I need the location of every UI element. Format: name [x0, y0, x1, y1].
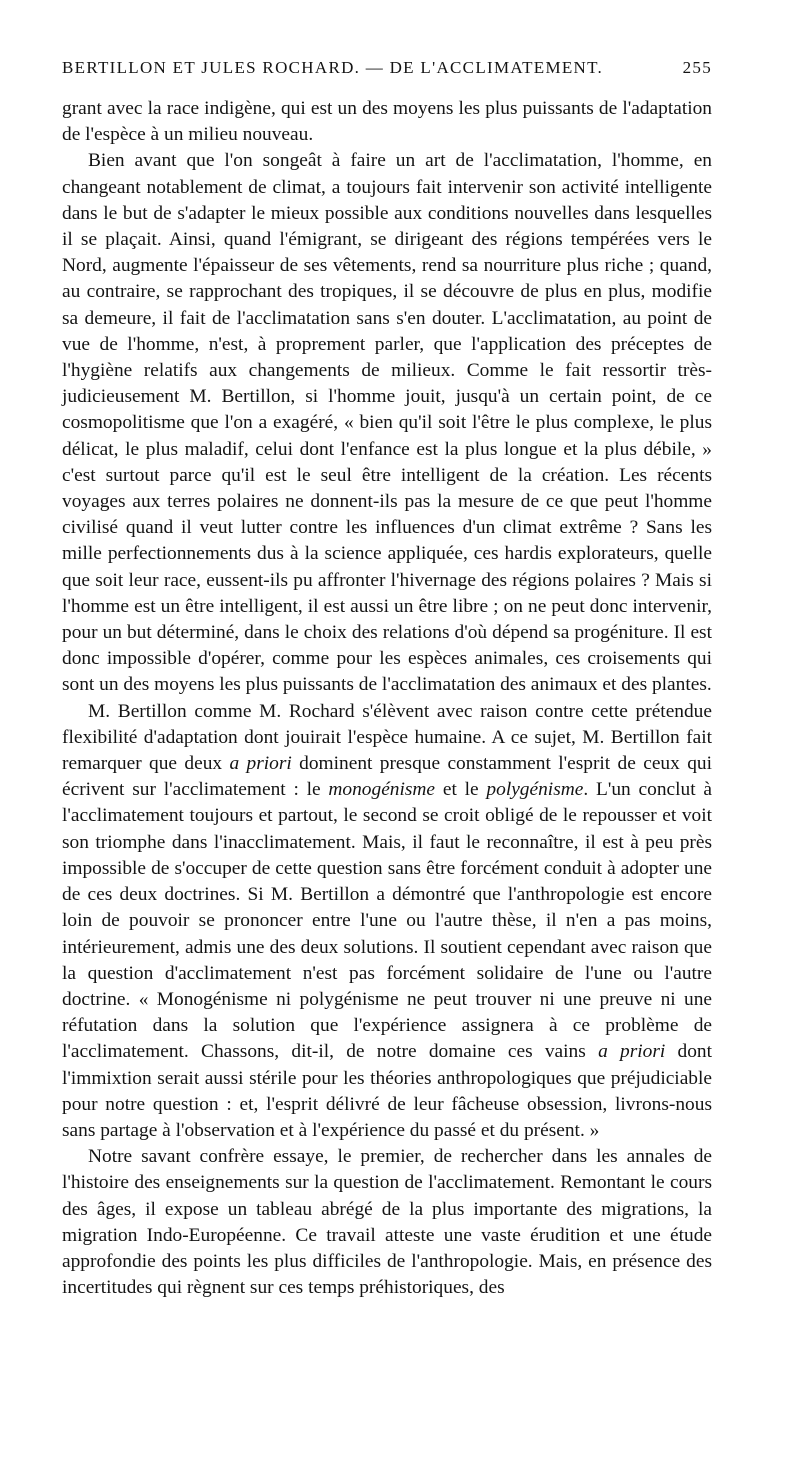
paragraph: [62, 148, 712, 698]
text-run: dont l'immixtion serait aussi stérile pour les théories anthropologiques que préjudiciable pour notre question : et, l'esprit délivré de leur fâcheuse obsession, livrons-nous sans partage à l'observation et à l'expérience du passé et du présent. »: [62, 1041, 713, 1141]
running-title: BERTILLON ET JULES ROCHARD. — DE L'ACCLIMATEMENT.: [62, 58, 604, 77]
italic-term: a priori: [229, 753, 292, 775]
text-run: M. Bertillon comme M. Rochard s'élèvent avec raison contre cette prétendue flexibilité d'adaptation dont jouirait l'espèce humaine. A ce sujet, M. Bertillon fait remarquer que deux: [62, 700, 712, 775]
body-text: [62, 96, 712, 1301]
italic-term: a priori: [598, 1041, 666, 1063]
italic-term: monogénisme: [328, 779, 436, 801]
page-number: 255: [682, 58, 712, 77]
paragraph: [62, 96, 712, 148]
text-run: Bien avant que l'on songeât à faire un art de l'acclimatation, l'homme, en changeant notablement de climat, a toujours fait intervenir son activité intelligente dans le but de s'adapter le mieux possible aux conditions nouvelles dans lesquelles il se plaçait. Ainsi, quand l'émigrant, se dirigeant des régions tempérées vers le Nord, augmente l'épaisseur de ses vêtements, rend sa nourriture plus riche ; quand, au contraire, se rapprochant des tropiques, il se découvre de plus en plus, modifie sa demeure, il fait de l'acclimatation sans s'en douter. L'acclimatation, au point de vue de l'homme, n'est, à proprement parler, que l'application des préceptes de l'hygiène relatifs aux changements de milieux. Comme le fait ressortir très-judicieusement M. Bertillon, si l'homme jouit, jusqu'à un certain point, de ce cosmopolitisme que l'on a exagéré, « bien qu'il soit l'être le plus complexe, le plus délicat, le plus maladif, celui dont l'enfance est la plus longue et la plus débile, » c'est surtout parce qu'il est le seul être intelligent de la création. Les récents voyages aux terres polaires ne donnent-ils pas la mesure de ce que peut l'homme civilisé quand il veut lutter contre les influences d'un climat extrême ? Sans les mille perfectionnements dus à la science appliquée, ces hardis explorateurs, quelle que soit leur race, eussent-ils pu affronter l'hivernage des régions polaires ? Mais si l'homme est un être intelligent, il est aussi un être libre ; on ne peut donc intervenir, pour un but déterminé, dans le choix des relations d'où dépend sa progéniture. Il est donc impossible d'opérer, comme pour les espèces animales, ces croisements qui sont un des moyens les plus puissants de l'acclimatation des animaux et des plantes.: [62, 150, 712, 696]
text-run: Notre savant confrère essaye, le premier, de rechercher dans les annales de l'histoire des enseignements sur la question de l'acclimatement. Remontant le cours des âges, il expose un tableau abrégé de la plus importante des migrations, la migration Indo-Européenne. Ce travail atteste une vaste érudition et une étude approfondie des points les plus difficiles de l'anthropologie. Mais, en présence des incertitudes qui règnent sur ces temps préhistoriques, des: [62, 1146, 712, 1299]
italic-term: polygénisme: [486, 779, 584, 801]
text-run: . L'un conclut à l'acclimatement toujours et partout, le second se croit obligé de le repousser et voit son triomphe dans l'inacclimatement. Mais, il faut le reconnaître, il est à peu près impossible de s'occuper de cette question sans être forcément conduit à adopter une de ces deux doctrines. Si M. Bertillon a démontré que l'anthropologie est encore loin de pouvoir se prononcer entre l'une ou l'autre thèse, il n'en a pas moins, intérieurement, admis une des deux solutions. Il soutient cependant avec raison que la question d'acclimatement n'est pas forcément solidaire de l'une ou l'autre doctrine. « Monogénisme ni polygénisme ne peut trouver ni une preuve ni une réfutation dans la solution que l'expérience assignera à ce problème de l'acclimatement. Chassons, dit-il, de notre domaine ces vains: [62, 779, 712, 1063]
paragraph: [62, 1144, 712, 1301]
text-run: dominent presque constamment l'esprit de ceux qui écrivent sur l'acclimatement : le: [62, 753, 712, 801]
text-run: et le: [435, 779, 487, 801]
text-run: grant avec la race indigène, qui est un des moyens les plus puissants de l'adaptation de l'espèce à un milieu nouveau.: [62, 98, 712, 146]
running-header: [62, 58, 712, 96]
paragraph: [62, 699, 712, 1144]
